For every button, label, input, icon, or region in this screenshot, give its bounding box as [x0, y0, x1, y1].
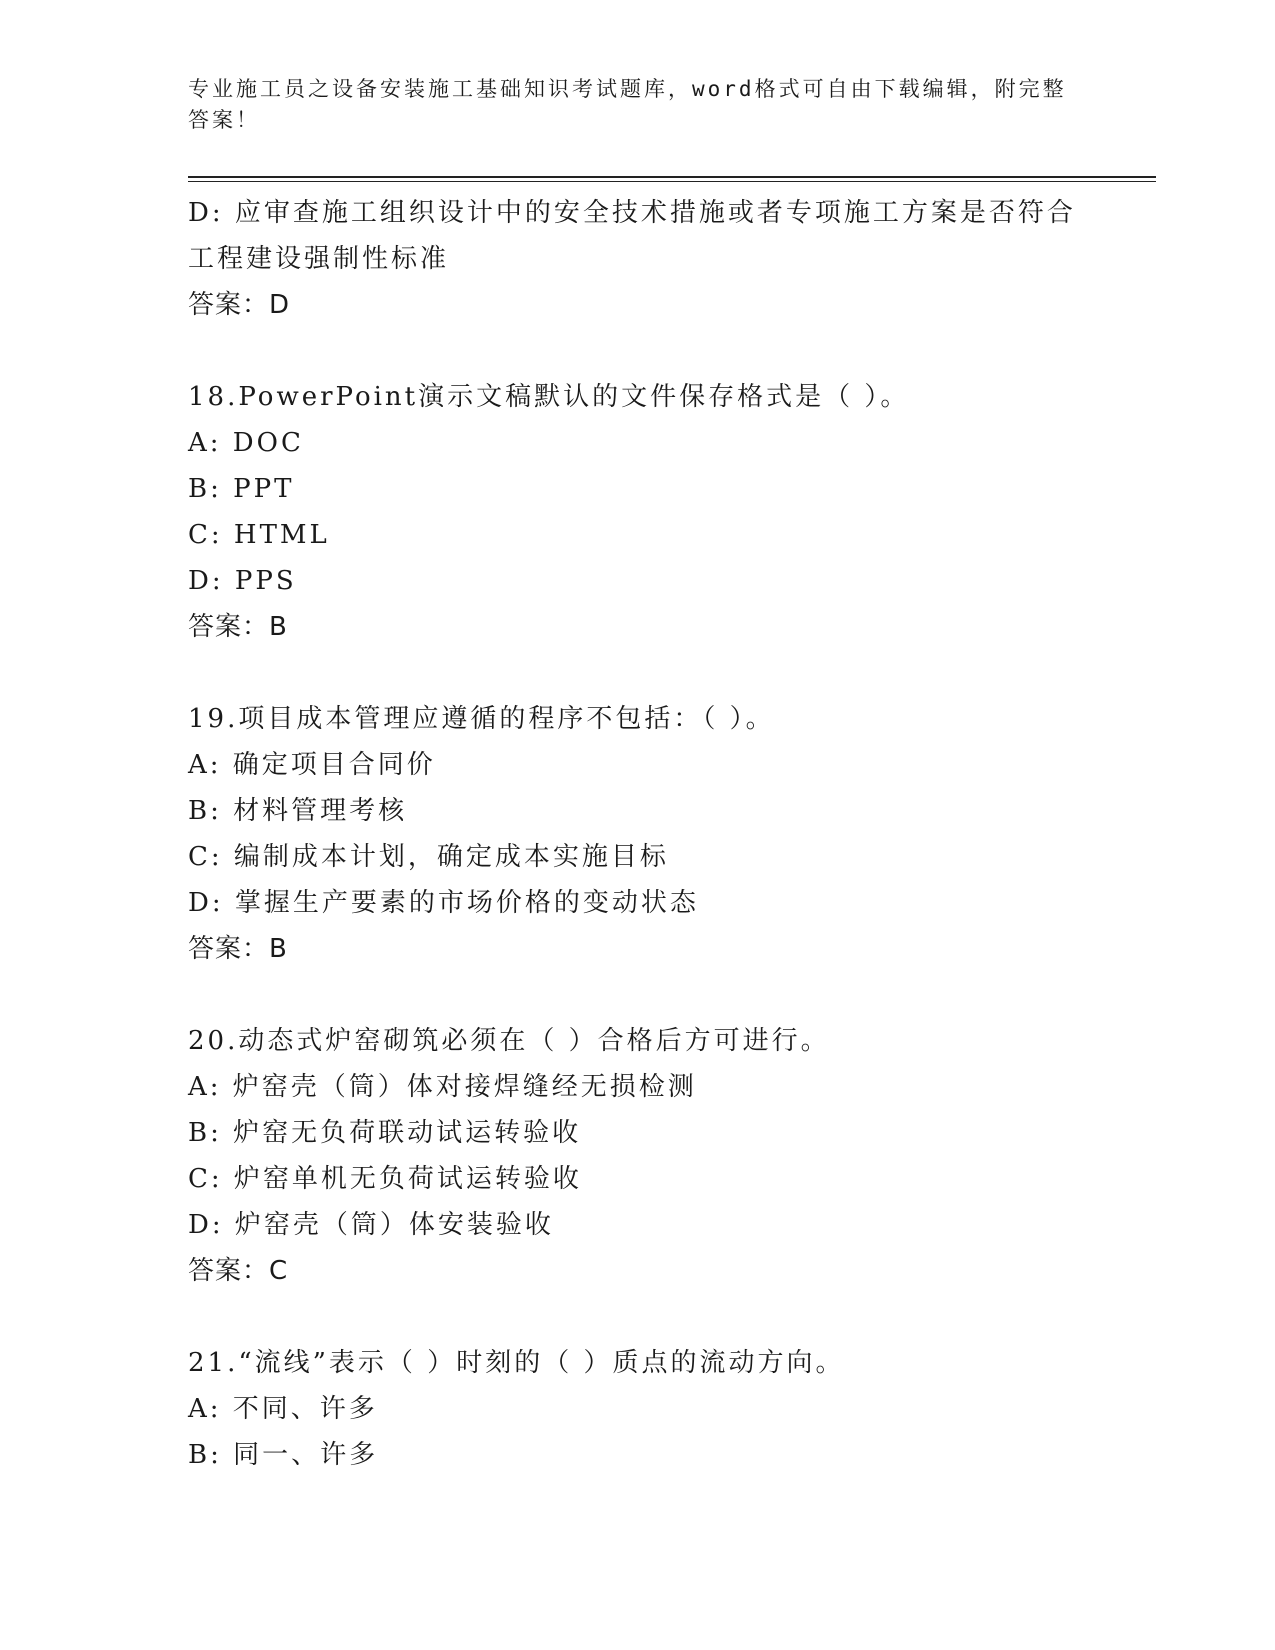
spacer — [188, 650, 1088, 696]
option-b: B: 同一、许多 — [188, 1440, 379, 1470]
spacer — [188, 972, 1088, 1018]
option-d: D: 应审查施工组织设计中的安全技术措施或者专项施工方案是否符合 — [188, 198, 1076, 228]
option-a: A: DOC — [188, 428, 304, 458]
answer-label: 答案：B — [188, 934, 288, 964]
question-20 — [188, 1018, 1088, 1294]
spacer — [188, 328, 1088, 374]
option-c: C: 炉窑单机无负荷试运转验收 — [188, 1164, 582, 1194]
option-a: A: 炉窑壳（筒）体对接焊缝经无损检测 — [188, 1072, 697, 1102]
option-c: C: HTML — [188, 520, 330, 550]
option-b: B: 炉窑无负荷联动试运转验收 — [188, 1118, 582, 1148]
option-d: D: PPS — [188, 566, 297, 596]
spacer — [188, 1294, 1088, 1340]
header-divider-thick — [188, 176, 1156, 178]
option-d: D: 炉窑壳（筒）体安装验收 — [188, 1210, 554, 1240]
answer-label: 答案：C — [188, 1256, 289, 1286]
option-d-continued: 工程建设强制性标准 — [188, 244, 450, 274]
option-a: A: 不同、许多 — [188, 1394, 378, 1424]
question-stem: 19.项目成本管理应遵循的程序不包括：（ ）。 — [188, 704, 775, 734]
answer-label: 答案：D — [188, 290, 291, 320]
question-21 — [188, 1340, 1088, 1478]
option-c: C: 编制成本计划，确定成本实施目标 — [188, 842, 669, 872]
question-19 — [188, 696, 1088, 972]
question-stem: 20.动态式炉窑砌筑必须在（ ）合格后方可进行。 — [188, 1026, 830, 1056]
option-a: A: 确定项目合同价 — [188, 750, 436, 780]
option-b: B: 材料管理考核 — [188, 796, 408, 826]
question-18 — [188, 374, 1088, 650]
previous-question-tail — [188, 190, 1088, 328]
question-stem: 18.PowerPoint演示文稿默认的文件保存格式是（ ）。 — [188, 382, 910, 412]
document-header: 专业施工员之设备安装施工基础知识考试题库，word格式可自由下载编辑，附完整答案！ — [188, 77, 1067, 132]
question-list — [188, 190, 1088, 1478]
option-d: D: 掌握生产要素的市场价格的变动状态 — [188, 888, 699, 918]
answer-label: 答案：B — [188, 612, 288, 642]
option-b: B: PPT — [188, 474, 295, 504]
header-divider-thin — [188, 181, 1156, 182]
question-stem: 21.“流线”表示（ ）时刻的（ ）质点的流动方向。 — [188, 1348, 845, 1378]
